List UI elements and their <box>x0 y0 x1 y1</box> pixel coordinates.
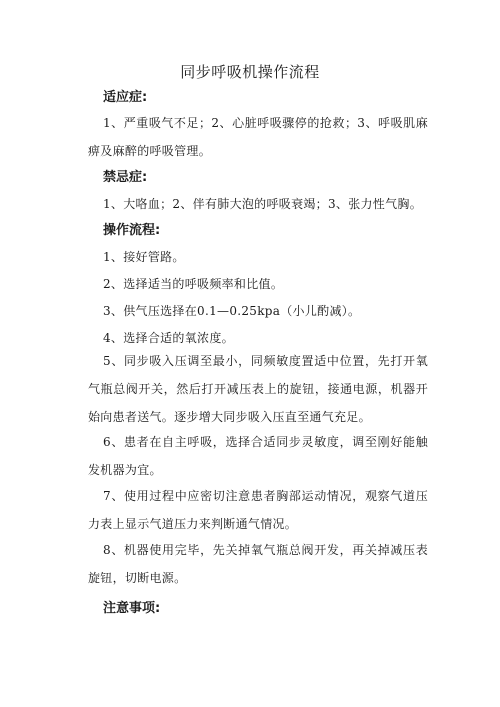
document-title: 同步呼吸机操作流程 <box>180 63 320 81</box>
procedure-step-1: 1、接好管路。 <box>103 250 185 264</box>
procedure-step-7: 7、使用过程中应密切注意患者胸部运动情况，观察气道压力表上显示气道压力来判断通气情况。 <box>88 489 428 531</box>
notes-heading: 注意事项: <box>103 601 161 616</box>
procedure-step-8: 8、机器使用完毕，先关掉氧气瓶总阀开发，再关掉减压表旋钮，切断电源。 <box>88 543 428 585</box>
procedure-step-4: 4、选择合适的氧浓度。 <box>103 331 234 345</box>
indications-text: 1、严重吸气不足；2、心脏呼吸骤停的抢救；3、呼吸肌麻痹及麻醉的呼吸管理。 <box>88 116 428 158</box>
procedure-step-2: 2、选择适当的呼吸频率和比值。 <box>103 277 284 291</box>
procedure-step-3: 3、供气压选择在0.1—0.25kpa（小儿酌减）。 <box>103 304 361 318</box>
indications-heading: 适应症: <box>103 90 148 105</box>
procedure-heading: 操作流程: <box>103 223 161 238</box>
contraindications-heading: 禁忌症: <box>103 170 148 185</box>
procedure-step-6: 6、患者在自主呼吸，选择合适同步灵敏度，调至刚好能触发机器为宜。 <box>88 435 428 477</box>
procedure-step-5: 5、同步吸入压调至最小，同频敏度置适中位置，先打开氧气瓶总阀开关，然后打开减压表上的旋钮，接通电源，机器开始向患者送气。逐步增大同步吸入压直至通气充足。 <box>88 354 428 424</box>
contraindications-text: 1、大咯血；2、伴有肺大泡的呼吸衰竭；3、张力性气胸。 <box>103 197 423 211</box>
